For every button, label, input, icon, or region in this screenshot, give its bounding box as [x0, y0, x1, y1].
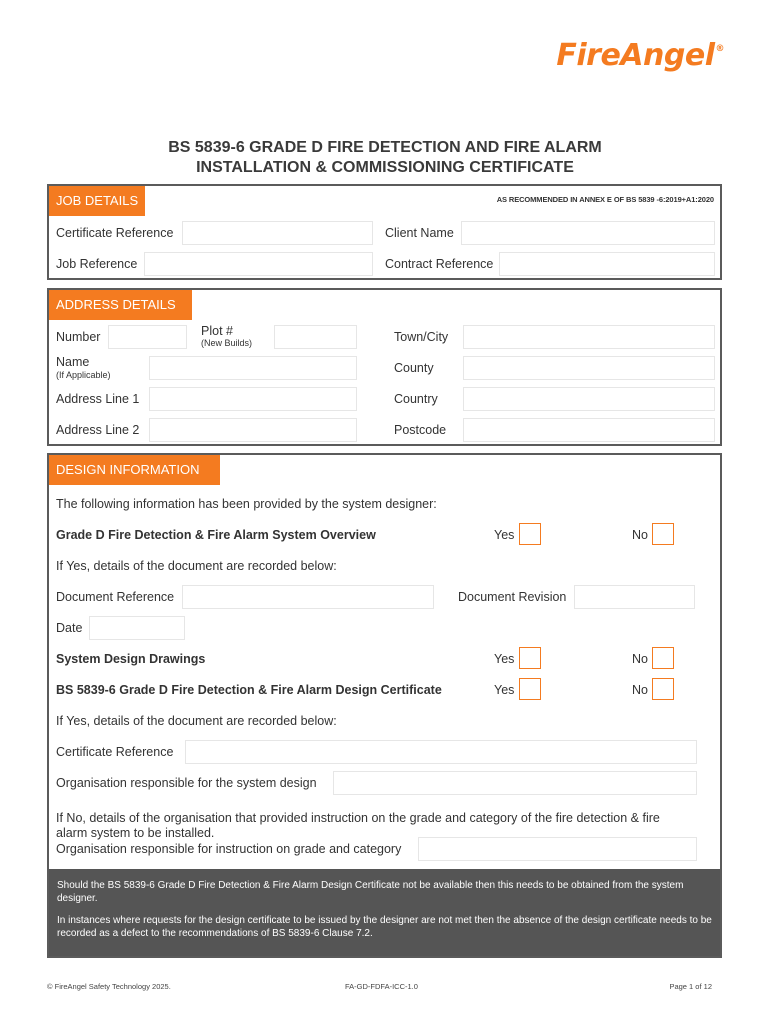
design-certificate-reference-field[interactable] — [185, 740, 697, 764]
title-line-2: INSTALLATION & COMMISSIONING CERTIFICATE — [196, 159, 574, 176]
footer-copyright: © FireAngel Safety Technology 2025. — [47, 982, 171, 991]
document-revision-field[interactable] — [574, 585, 695, 609]
town-city-label: Town/City — [394, 330, 449, 344]
footer-document-code: FA-GD-FDFA-ICC-1.0 — [345, 982, 418, 991]
certificate-yes-checkbox[interactable] — [519, 678, 541, 700]
address-line-1-field[interactable] — [149, 387, 357, 411]
notice-paragraph-1: Should the BS 5839-6 Grade D Fire Detection & Fire Alarm Design Certificate not be available then this needs to be obtained from the system designer. — [57, 880, 684, 904]
if-no-text-line-1: If No, details of the organisation that provided instruction on the grade and category of the fire detection & fire — [56, 811, 660, 825]
name-field[interactable] — [149, 356, 357, 380]
plot-field[interactable] — [274, 325, 357, 349]
postcode-field[interactable] — [463, 418, 715, 442]
drawings-yes-checkbox[interactable] — [519, 647, 541, 669]
design-certificate-reference-label: Certificate Reference — [56, 745, 174, 759]
design-certificate-notice — [49, 869, 720, 956]
notice-paragraph-2: In instances where requests for the design certificate to be issued by the designer are not met then the absence of the design certificate needs to be recorded as a defect to the recommendations of BS 5839-6 Clause 7.2. — [57, 915, 712, 939]
plot-sublabel: (New Builds) — [201, 338, 253, 348]
document-revision-label: Document Revision — [458, 590, 567, 604]
county-label: County — [394, 361, 434, 375]
name-label: Name — [56, 355, 90, 369]
fireangel-logo — [556, 38, 724, 73]
number-label: Number — [56, 330, 101, 344]
overview-yes-label: Yes — [494, 528, 515, 542]
drawings-no-checkbox[interactable] — [652, 647, 674, 669]
certificate-no-checkbox[interactable] — [652, 678, 674, 700]
design-information-heading: DESIGN INFORMATION — [49, 455, 220, 485]
annex-note: AS RECOMMENDED IN ANNEX E OF BS 5839 -6:2019+A1:2020 — [496, 195, 714, 204]
design-drawings-label: System Design Drawings — [56, 652, 206, 666]
overview-yes-checkbox[interactable] — [519, 523, 541, 545]
organisation-design-field[interactable] — [333, 771, 697, 795]
if-no-text-line-2: alarm system to be installed. — [56, 826, 215, 840]
client-name-field[interactable] — [461, 221, 715, 245]
number-field[interactable] — [108, 325, 187, 349]
design-certificate-label: BS 5839-6 Grade D Fire Detection & Fire Alarm Design Certificate — [56, 683, 442, 697]
certificate-reference-field[interactable] — [182, 221, 373, 245]
footer-page-number: Page 1 of 12 — [669, 982, 712, 991]
if-yes-text-2: If Yes, details of the document are recorded below: — [56, 714, 337, 728]
country-label: Country — [394, 392, 438, 406]
drawings-yes-label: Yes — [494, 652, 515, 666]
organisation-instruction-label: Organisation responsible for instruction on grade and category — [56, 842, 402, 856]
design-intro-text: The following information has been provided by the system designer: — [56, 497, 437, 511]
title-line-1: BS 5839-6 GRADE D FIRE DETECTION AND FIRE ALARM — [168, 139, 602, 156]
job-reference-field[interactable] — [144, 252, 373, 276]
certificate-yes-label: Yes — [494, 683, 515, 697]
document-reference-field[interactable] — [182, 585, 434, 609]
document-reference-label: Document Reference — [56, 590, 175, 604]
date-label: Date — [56, 621, 83, 635]
job-details-heading: JOB DETAILS — [49, 186, 145, 216]
overview-no-checkbox[interactable] — [652, 523, 674, 545]
client-name-label: Client Name — [385, 226, 454, 240]
certificate-no-label: No — [632, 683, 648, 697]
drawings-no-label: No — [632, 652, 648, 666]
address-line-2-field[interactable] — [149, 418, 357, 442]
name-sublabel: (If Applicable) — [56, 370, 111, 380]
postcode-label: Postcode — [394, 423, 447, 437]
organisation-design-label: Organisation responsible for the system design — [56, 776, 317, 790]
design-information-section — [47, 453, 722, 958]
country-field[interactable] — [463, 387, 715, 411]
certificate-reference-label: Certificate Reference — [56, 226, 174, 240]
registered-mark: ® — [715, 44, 724, 54]
town-city-field[interactable] — [463, 325, 715, 349]
address-line-1-label: Address Line 1 — [56, 392, 140, 406]
county-field[interactable] — [463, 356, 715, 380]
page-title — [0, 138, 770, 178]
contract-reference-label: Contract Reference — [385, 257, 494, 271]
overview-no-label: No — [632, 528, 648, 542]
job-reference-label: Job Reference — [56, 257, 138, 271]
address-details-section — [47, 288, 722, 446]
date-field[interactable] — [89, 616, 185, 640]
address-line-2-label: Address Line 2 — [56, 423, 140, 437]
system-overview-label: Grade D Fire Detection & Fire Alarm System Overview — [56, 528, 376, 542]
if-yes-text: If Yes, details of the document are recorded below: — [56, 559, 337, 573]
plot-label: Plot # — [201, 324, 233, 338]
address-details-heading: ADDRESS DETAILS — [49, 290, 192, 320]
organisation-instruction-field[interactable] — [418, 837, 697, 861]
logo-text: FireAngel — [556, 38, 715, 73]
job-details-section — [47, 184, 722, 280]
contract-reference-field[interactable] — [499, 252, 715, 276]
